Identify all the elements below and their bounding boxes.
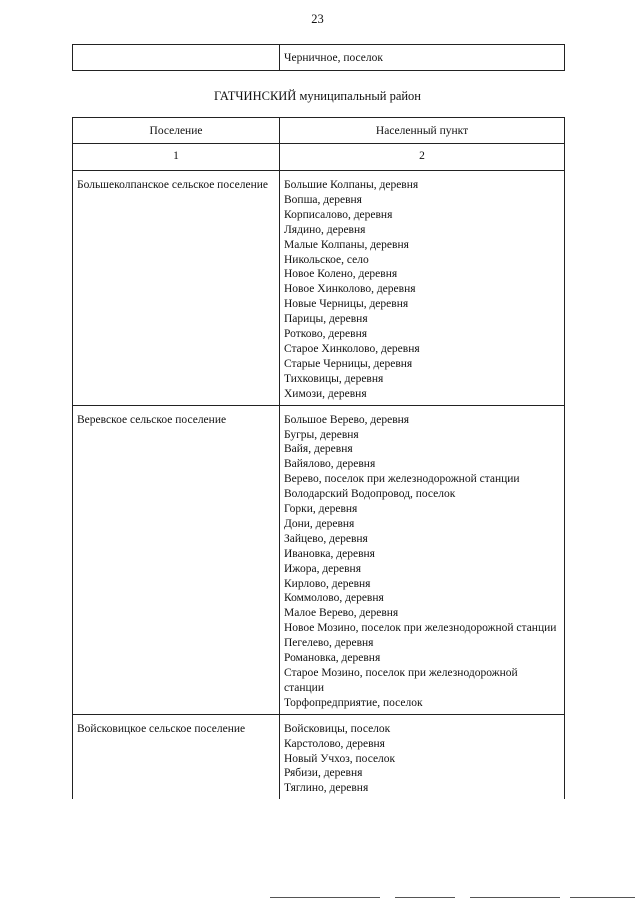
place-name: Большое Верево, деревня (284, 413, 410, 426)
place-name: Вайя, деревня (284, 443, 353, 456)
column-number-1: 1 (73, 144, 280, 171)
place-name: Новое Мозино, поселок при железнодорожной станции (284, 622, 557, 635)
header-row (73, 118, 565, 144)
table-row (73, 45, 565, 71)
place-name: Новый Учхоз, поселок (284, 752, 396, 765)
place-name: Новые Черницы, деревня (284, 298, 409, 311)
place-name: Новое Хинколово, деревня (284, 283, 416, 296)
settlements-table (72, 117, 565, 799)
settlement-cell (73, 45, 280, 71)
places-cell (280, 171, 565, 406)
place-name: Старые Черницы, деревня (284, 357, 413, 370)
table-row (73, 714, 565, 799)
settlement-cell: Большеколпанское сельское поселение (73, 171, 280, 406)
place-name: Тяглино, деревня (284, 782, 369, 795)
column-header-settlement: Поселение (73, 118, 280, 144)
place-name: Торфопредприятие, поселок (284, 696, 423, 709)
table-row (73, 171, 565, 406)
place-name: Химози, деревня (284, 387, 367, 400)
place-name: Ивановка, деревня (284, 547, 375, 560)
place-name: Тихковицы, деревня (284, 372, 384, 385)
place-name: Горки, деревня (284, 503, 358, 516)
place-name: Ротково, деревня (284, 328, 368, 341)
place-name: Парицы, деревня (284, 313, 368, 326)
places-cell (280, 45, 565, 71)
place-name: Малое Верево, деревня (284, 607, 399, 620)
place-name: Верево, поселок при железнодорожной станции (284, 473, 520, 486)
place-name: Ижора, деревня (284, 562, 362, 575)
place-name: Коммолово, деревня (284, 592, 384, 605)
place-name: Вопша, деревня (284, 193, 362, 206)
place-name: Старое Мозино, поселок при железнодорожной станции (284, 667, 518, 694)
table-body (73, 171, 565, 800)
place-name: Никольское, село (284, 253, 369, 266)
place-name: Карстолово, деревня (284, 737, 385, 750)
place-name: Большие Колпаны, деревня (284, 179, 419, 191)
place-name: Рябизи, деревня (284, 767, 363, 780)
column-header-locality: Населенный пункт (280, 118, 565, 144)
place-name: Корписалово, деревня (284, 208, 393, 221)
settlement-cell: Войсковицкое сельское поселение (73, 714, 280, 799)
place-name: Старое Хинколово, деревня (284, 342, 420, 355)
place-name: Малые Колпаны, деревня (284, 238, 409, 251)
table-row (73, 405, 565, 714)
place-name: Лядино, деревня (284, 223, 366, 236)
column-number-2: 2 (280, 144, 565, 171)
place-name: Вайялово, деревня (284, 458, 376, 471)
place-name: Зайцево, деревня (284, 532, 368, 545)
place-name: Дони, деревня (284, 517, 355, 530)
place-name: Пегелево, деревня (284, 637, 374, 650)
place-name: Романовка, деревня (284, 652, 381, 665)
footer-dashes (270, 897, 635, 899)
place-name: Новое Колено, деревня (284, 268, 398, 281)
places-cell (280, 405, 565, 714)
page-number: 23 (311, 12, 324, 26)
place-name: Володарский Водопровод, поселок (284, 488, 456, 501)
places-cell (280, 714, 565, 799)
district-title: ГАТЧИНСКИЙ муниципальный район (214, 89, 421, 103)
place-name: Кирлово, деревня (284, 577, 371, 590)
column-number-row (73, 144, 565, 171)
settlement-cell: Веревское сельское поселение (73, 405, 280, 714)
continuation-table (72, 44, 565, 71)
place-name: Бугры, деревня (284, 428, 359, 441)
place-name: Черничное, поселок (284, 52, 383, 64)
place-name: Войсковицы, поселок (284, 722, 391, 735)
